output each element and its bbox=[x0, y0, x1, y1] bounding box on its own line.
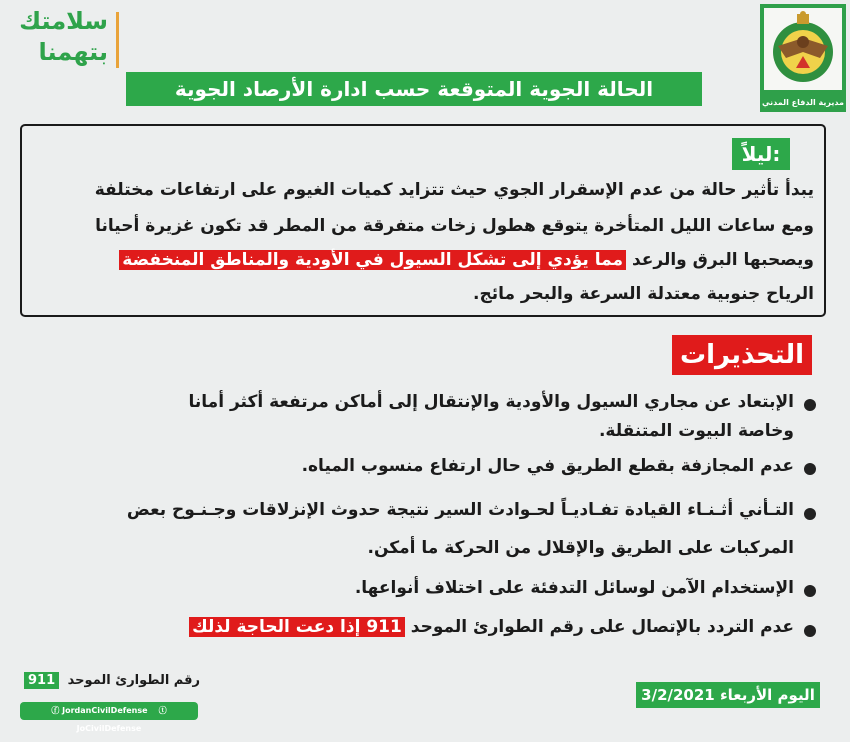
warning-3-line-1: التـأني أثـنـاء القيادة تفـاديـاً لحـوادث السير نتيجة حدوث الإنزلاقات وجـنـوح بعض bbox=[126, 500, 794, 520]
hotline-label: رقم الطوارئ الموحد bbox=[67, 673, 201, 688]
twitter-handle[interactable]: JoCivilDefense bbox=[76, 724, 142, 733]
warnings-title: التحذيرات bbox=[672, 335, 812, 375]
twitter-icon: ⓣ bbox=[158, 706, 167, 715]
hotline-highlight: 911 إذا دعت الحاجة لذلك bbox=[189, 617, 405, 637]
flood-warning-highlight: مما يؤدي إلى تشكل السيول في الأودية والمناطق المنخفضة bbox=[119, 250, 626, 270]
hotline bbox=[24, 673, 200, 688]
night-label: ليلاً: bbox=[732, 138, 790, 170]
slogan-line-1: سلامتك bbox=[19, 7, 108, 35]
warning-1-line-2: وخاصة البيوت المتنقلة. bbox=[598, 421, 794, 441]
night-line-4: الرياح جنوبية معتدلة السرعة والبحر مائج. bbox=[472, 284, 814, 304]
bullet-icon bbox=[804, 463, 816, 475]
warning-3-line-2: المركبات على الطريق والإقلال من الحركة ما أمكن. bbox=[367, 538, 794, 558]
warning-1-line-1: الإبتعاد عن مجاري السيول والأودية والإنتقال إلى أماكن مرتفعة أكثر أمانا bbox=[188, 392, 794, 412]
warning-5-text: عدم التردد بالإتصال على رقم الطوارئ الموحد bbox=[410, 617, 794, 637]
warning-5 bbox=[14, 617, 794, 637]
civil-defense-logo bbox=[760, 4, 846, 112]
bullet-icon bbox=[804, 625, 816, 637]
slogan-divider bbox=[116, 12, 119, 68]
bullet-icon bbox=[804, 585, 816, 597]
logo-caption: مديرية الدفاع المدني bbox=[762, 98, 844, 107]
warning-4: الإستخدام الآمن لوسائل التدفئة على اختلاف أنواعها. bbox=[354, 578, 794, 598]
night-line-3 bbox=[24, 250, 814, 270]
facebook-icon: ⓕ bbox=[51, 706, 60, 715]
eagle-emblem-icon bbox=[764, 8, 842, 90]
slogan bbox=[8, 6, 108, 68]
date-badge: اليوم الأربعاء 3/2/2021 bbox=[636, 682, 820, 708]
night-line-1: يبدأ تأثير حالة من عدم الإسقرار الجوي حيث تتزايد كميات الغيوم على ارتفاعات مختلفة bbox=[94, 180, 814, 200]
social-bar bbox=[20, 702, 198, 733]
bullet-icon bbox=[804, 399, 816, 411]
night-line-2: ومع ساعات الليل المتأخرة يتوقع هطول زخات متفرقة من المطر قد تكون غزيرة أحيانا bbox=[95, 216, 814, 236]
warning-2: عدم المجازفة بقطع الطريق في حال ارتفاع منسوب المياه. bbox=[301, 456, 794, 476]
bullet-icon bbox=[804, 508, 816, 520]
night-line-3-text: ويصحبها البرق والرعد bbox=[631, 250, 814, 270]
slogan-line-2: بتهمنا bbox=[38, 38, 108, 66]
hotline-number: 911 bbox=[24, 672, 59, 689]
page-title: الحالة الجوية المتوقعة حسب ادارة الأرصاد الجوية bbox=[126, 72, 702, 106]
facebook-handle[interactable]: JordanCivilDefense bbox=[62, 706, 148, 715]
